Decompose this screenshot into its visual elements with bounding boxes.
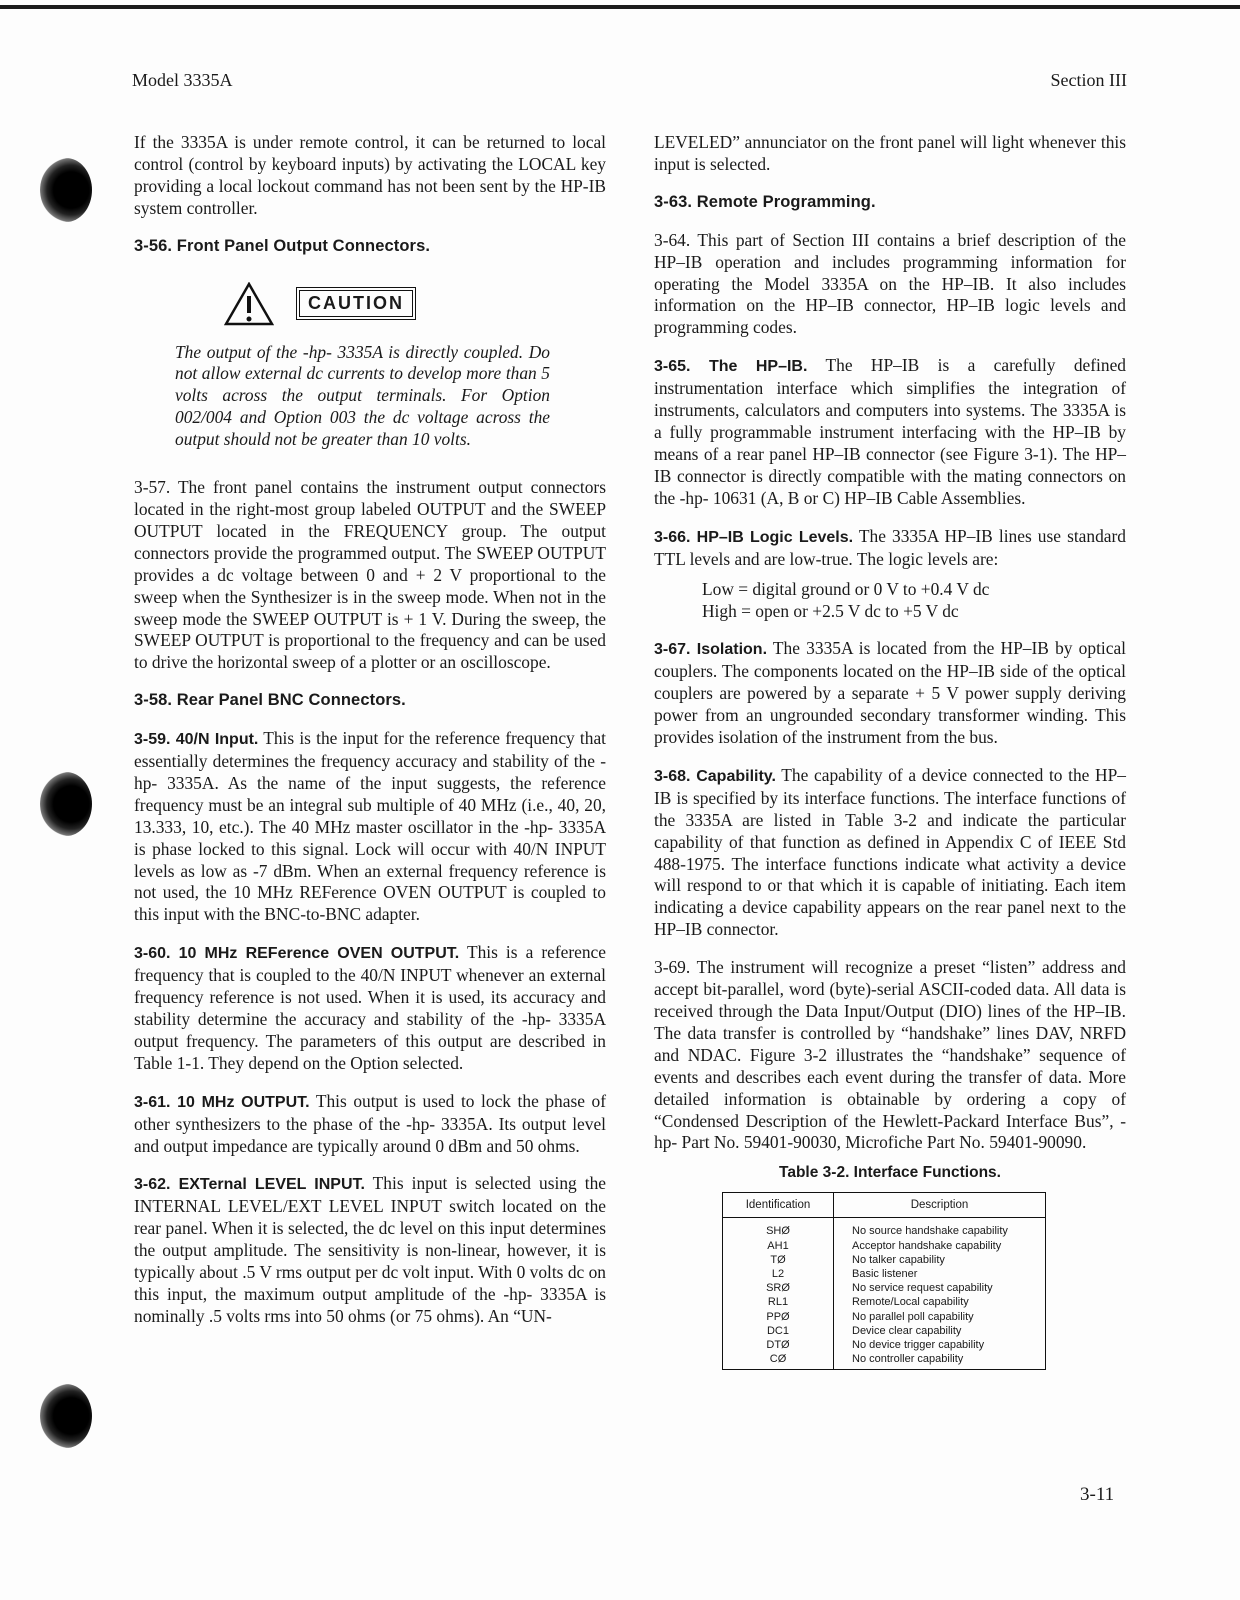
- table-caption: Table 3-2. Interface Functions.: [779, 1164, 1001, 1182]
- table-row: [723, 1324, 1046, 1338]
- paragraph-3-62: [134, 1173, 606, 1327]
- table-row: [723, 1295, 1046, 1309]
- logic-level-high: High = open or +2.5 V dc to +5 V dc: [702, 601, 959, 622]
- table-row: [723, 1352, 1046, 1370]
- table-header-description: Description: [834, 1193, 1046, 1218]
- table-cell-desc: No controller capability: [834, 1352, 1046, 1370]
- run-in-heading-3-66: 3-66. HP–IB Logic Levels.: [654, 528, 854, 546]
- table-cell-desc: Acceptor handshake capability: [834, 1239, 1046, 1253]
- paragraph-3-68-body: The capability of a device connected to the HP–IB is specified by its interface functions. The interface functions of the 3335A are listed in Table 3-2 and indicate the particular capability of that function as defined in Appendix C of IEEE Std 488-1975. The interface functions indicate what activity a device will respond to or that which it is capable of initiating. Each item indicating a device capability appears on the rear panel next to the HP–IB connector.: [654, 764, 1126, 940]
- table-cell-id: L2: [723, 1267, 834, 1281]
- table-cell-id: RL1: [723, 1295, 834, 1309]
- run-in-heading-3-65: 3-65. The HP–IB.: [654, 358, 808, 376]
- table-cell-desc: No device trigger capability: [834, 1338, 1046, 1352]
- paragraph-continued: LEVELED” annunciator on the front panel will light whenever this input is selected.: [654, 132, 1126, 174]
- table-cell-id: CØ: [723, 1352, 834, 1370]
- table-row: [723, 1253, 1046, 1267]
- header-model: Model 3335A: [132, 70, 233, 90]
- paragraph-3-59-body: This is the input for the reference frequency that essentially determines the frequency accuracy and stability of the -hp- 3335A. As the name of the input suggests, the reference frequency must be an integral sub multiple of 40 MHz (i.e., 40, 20, 13.333, 10, etc.). The 40 MHz master oscillator in the -hp- 3335A is phase locked to this signal. Lock will occur with 40/N INPUT levels as low as -7 dBm. When an external frequency reference is not used, the 10 MHz REFerence OVEN OUTPUT is coupled to this input with the BNC-to-BNC adapter.: [134, 728, 606, 925]
- caution-text: The output of the -hp- 3335A is directly coupled. Do not allow external dc currents to develop more than 5 volts across the output terminals. For Option 002/004 and Option 003 the dc voltage across the output should not be greater than 10 volts.: [175, 341, 550, 450]
- logic-level-low: Low = digital ground or 0 V to +0.4 V dc: [702, 579, 990, 600]
- binder-hole: [40, 772, 92, 836]
- paragraph-intro: If the 3335A is under remote control, it can be returned to local control (control by keyboard inputs) by activating the LOCAL key providing a local lockout command has not been sent by the HP-IB system controller.: [134, 132, 606, 218]
- paragraph-3-60: [134, 942, 606, 1074]
- paragraph-3-59: [134, 728, 606, 926]
- warning-triangle-icon: [224, 282, 274, 326]
- table-row: [723, 1267, 1046, 1281]
- top-rule: [0, 5, 1240, 9]
- table-cell-desc: Device clear capability: [834, 1324, 1046, 1338]
- table-cell-id: DC1: [723, 1324, 834, 1338]
- table-row: [723, 1281, 1046, 1295]
- run-in-heading-3-60: 3-60. 10 MHz REFerence OVEN OUTPUT.: [134, 945, 460, 963]
- binder-hole: [40, 1384, 92, 1448]
- run-in-heading-3-67: 3-67. Isolation.: [654, 641, 768, 659]
- header-section: Section III: [1050, 70, 1127, 90]
- run-in-heading-3-61: 3-61. 10 MHz OUTPUT.: [134, 1093, 310, 1111]
- table-cell-desc: No parallel poll capability: [834, 1310, 1046, 1324]
- paragraph-3-60-body: This is a reference frequency that is coupled to the 40/N INPUT whenever an external frequency reference is not used. When it is used, its accuracy and stability determine the accuracy and stability of the -hp- 3335A output frequency. The parameters of this output are described in Table 1-1. They depend on the Option selected.: [134, 942, 606, 1073]
- paragraph-3-66-body: The 3335A HP–IB lines use standard TTL levels and are low-true. The logic levels are:: [654, 525, 1126, 569]
- paragraph-3-69: 3-69. The instrument will recognize a preset “listen” address and accept bit-parallel, word (byte)-serial ASCII-coded data. All data is received through the Data Input/Output (DIO) lines of the HP–IB. The data transfer is controlled by “handshake” lines DAV, NRFD and NDAC. Figure 3-2 illustrates the “handshake” sequence of events and describes each event during the transfer of data. More detailed information is obtainable by ordering a copy of “Condensed Description of the Hewlett-Packard Interface Bus”, -hp- Part No. 59401-90030, Microfiche Part No. 59401-90090.: [654, 957, 1126, 1153]
- table-header-identification: Identification: [723, 1193, 834, 1218]
- paragraph-3-65: [654, 355, 1126, 509]
- binder-hole: [40, 158, 92, 222]
- table-cell-id: SRØ: [723, 1281, 834, 1295]
- paragraph-3-61: [134, 1091, 606, 1158]
- right-column: [654, 132, 1126, 1370]
- run-in-heading-3-68: 3-68. Capability.: [654, 767, 776, 785]
- table-cell-desc: No source handshake capability: [834, 1218, 1046, 1239]
- table-cell-desc: Basic listener: [834, 1267, 1046, 1281]
- table-row: [723, 1218, 1046, 1239]
- paragraph-3-68: [654, 765, 1126, 941]
- table-cell-id: TØ: [723, 1253, 834, 1267]
- caution-label: CAUTION: [296, 287, 416, 321]
- paragraph-3-66: [654, 526, 1126, 571]
- interface-functions-table: [722, 1192, 1046, 1370]
- table-cell-id: PPØ: [723, 1310, 834, 1324]
- table-cell-desc: No talker capability: [834, 1253, 1046, 1267]
- paragraph-3-67: [654, 638, 1126, 749]
- table-cell-id: AH1: [723, 1239, 834, 1253]
- page-number: 3-11: [1080, 1484, 1115, 1505]
- paragraph-3-67-body: The 3335A is located from the HP–IB by optical couplers. The components located on the HP–IB side of the optical couplers are powered by a separate + 5 V power supply deriving power from an ungrounded secondary transformer winding. This provides isolation of the instrument from the bus.: [654, 638, 1126, 748]
- run-in-heading-3-59: 3-59. 40/N Input.: [134, 731, 259, 749]
- run-in-heading-3-62: 3-62. EXTernal LEVEL INPUT.: [134, 1176, 365, 1194]
- paragraph-3-62-body: This input is selected using the INTERNAL LEVEL/EXT LEVEL INPUT switch located on the rear panel. When it is selected, the dc level on this input determines the output amplitude. The sensitivity is non-linear, however, it is typically about .5 V rms output per dc volt input. With 0 volts dc on this input, the maximum output amplitude of the -hp- 3335A is nominally .5 volts rms into 50 ohms (or 75 ohms). An “UN-: [134, 1173, 606, 1326]
- paragraph-3-65-body: The HP–IB is a carefully defined instrumentation interface which simplifies the integration of instruments, calculators and computers into systems. The 3335A is a fully programmable instrument interfacing with the HP–IB by means of a rear panel HP–IB connector (see Figure 3-1). The HP–IB connector is directly compatible with the mating connectors on the -hp- 10631 (A, B or C) HP–IB Cable Assemblies.: [654, 355, 1126, 508]
- paragraph-3-61-body: This output is used to lock the phase of other synthesizers to the phase of the -hp- 3335A. Its output level and output impedance are typically around 0 dBm and 50 ohms.: [134, 1090, 607, 1156]
- table-row: [723, 1310, 1046, 1324]
- left-column: [134, 132, 606, 1344]
- heading-3-58: 3-58. Rear Panel BNC Connectors.: [134, 691, 406, 710]
- table-row: [723, 1239, 1046, 1253]
- table-cell-id: DTØ: [723, 1338, 834, 1352]
- heading-3-56: 3-56. Front Panel Output Connectors.: [134, 236, 431, 255]
- caution-banner: [224, 274, 606, 334]
- logic-levels: [702, 578, 1126, 622]
- table-cell-desc: No service request capability: [834, 1281, 1046, 1295]
- paragraph-3-57: 3-57. The front panel contains the instrument output connectors located in the right-most group labeled OUTPUT and the SWEEP OUTPUT located in the FREQUENCY group. The output connectors provide the programmed output. The SWEEP OUTPUT provides a dc voltage between 0 and + 2 V proportional to the sweep when the Synthesizer is in the sweep mode. When not in the sweep mode the SWEEP OUTPUT is + 1 V. During the sweep, the SWEEP OUTPUT is proportional to the frequency and can be used to drive the horizontal sweep of a plotter or an oscilloscope.: [134, 477, 606, 673]
- table-row: [723, 1338, 1046, 1352]
- table-cell-id: SHØ: [723, 1218, 834, 1239]
- table-cell-desc: Remote/Local capability: [834, 1295, 1046, 1309]
- paragraph-3-64: 3-64. This part of Section III contains a brief description of the HP–IB operation and includes programming information for operating the Model 3335A on the HP–IB. It also includes information on the HP–IB connector, HP–IB logic levels and programming codes.: [654, 229, 1126, 338]
- heading-3-63: 3-63. Remote Programming.: [654, 192, 876, 211]
